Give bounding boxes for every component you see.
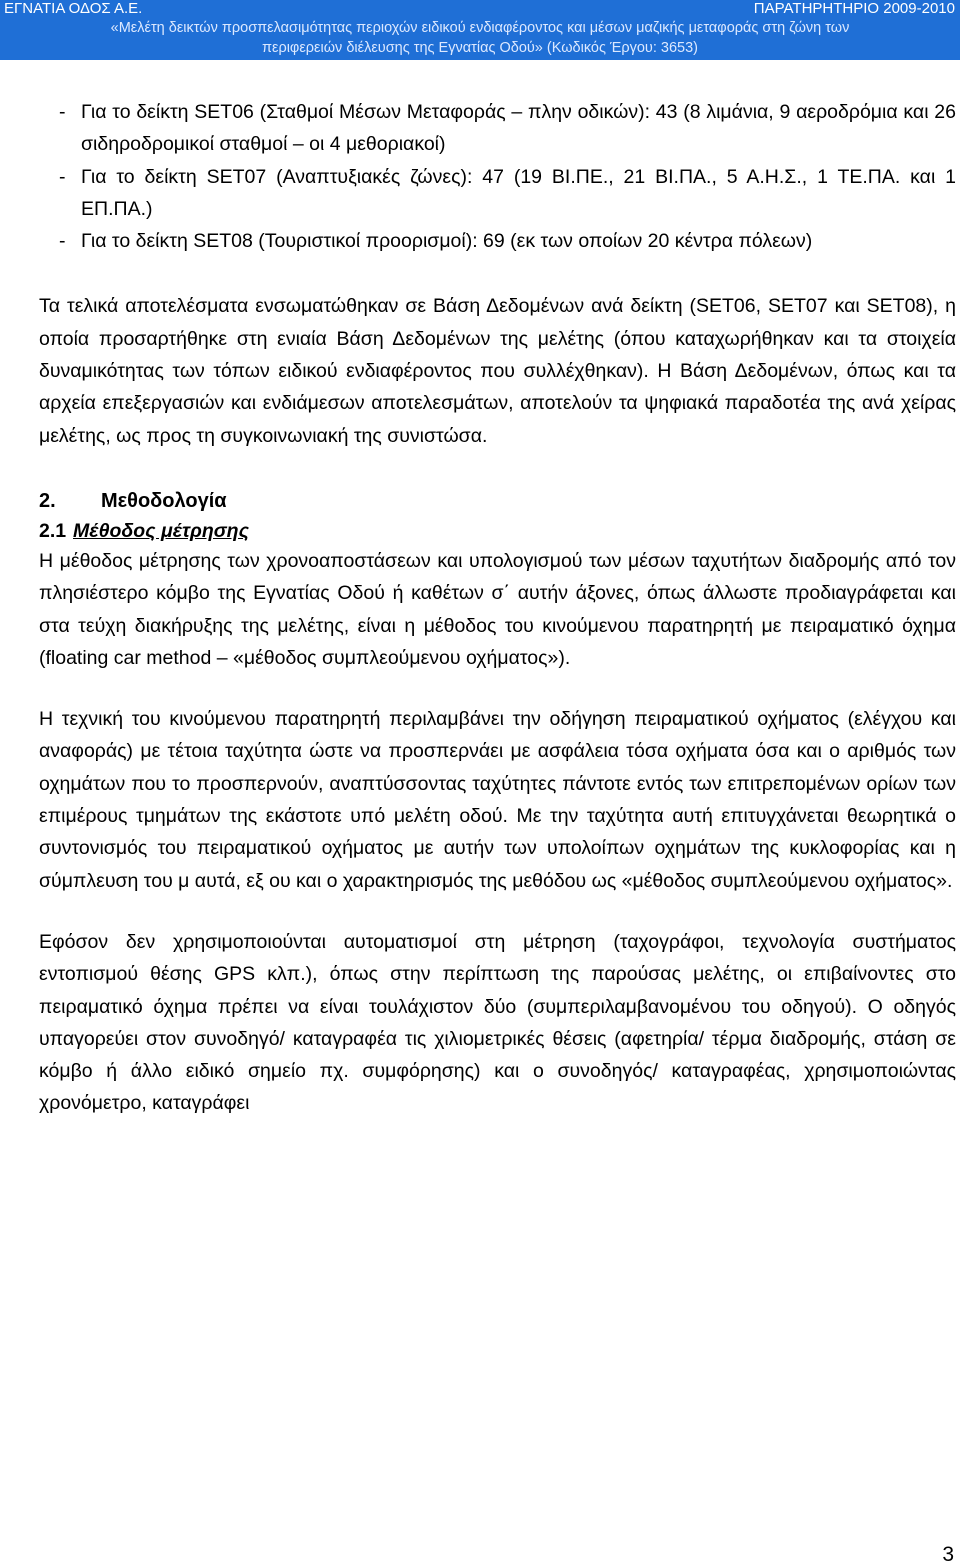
bullet-dash: - bbox=[59, 165, 66, 188]
header-subtitle-line2: περιφερειών διέλευσης της Εγνατίας Οδού» (Κωδικός Έργου: 3653) bbox=[261, 40, 698, 56]
page-header bbox=[0, 0, 960, 60]
bullet-text: Για το δείκτη SET06 (Σταθμοί Μέσων Μεταφοράς – πλην οδικών): 43 (8 λιμάνια, 9 αεροδρόμια και 26 σιδηροδρομικοί σταθμοί – οι 4 μεθοριακοί) bbox=[81, 101, 956, 156]
subsection-heading bbox=[39, 517, 956, 545]
paragraph-method: Η μέθοδος μέτρησης των χρονοαποστάσεων και υπολογισμού των μέσων ταχυτήτων διαδρομής από τον πλησιέστερο κόμβο της Εγνατίας Οδού ή καθέτων σ΄ αυτήν άξονες, όπως άλλωστε προδιαγράφεται και στα τεύχη διακήρυξης της μελέτης, είναι η μέθοδος του κινούμενου παρατηρητή με πειραματικό όχημα (floating car method – «μέθοδος συμπλεούμενου οχήματος»). bbox=[39, 549, 956, 669]
bullet-text: Για το δείκτη SET08 (Τουριστικοί προορισμοί): 69 (εκ των οποίων 20 κέντρα πόλεων) bbox=[81, 230, 813, 253]
paragraph-technique: Η τεχνική του κινούμενου παρατηρητή περιλαμβάνει την οδήγηση πειραματικού οχήματος (ελέγχου και αναφοράς) με τέτοια ταχύτητα ώστε να προσπερνάει με ασφάλεια τόσα οχήματα όσα και ο αριθμός των οχημάτων που το προσπερνούν, αναπτύσσοντας ταχύτητες πάντοτε εντός των επιτρεπομένων ορίων των επιμέρους τμημάτων της εκάστοτε υπό μελέτη οδού. Με την ταχύτητα αυτή επιτυγχάνεται θεωρητικά ο συντονισμός του πειραματικού οχήματος με αυτήν των υπολοίπων οχημάτων της κυκλοφορίας και η σύμπλευση του μ αυτά, εξ ου και ο χαρακτηρισμός της μεθόδου ως «μέθοδος συμπλεούμενου οχήματος». bbox=[39, 708, 956, 892]
header-organization: ΕΓΝΑΤΙΑ ΟΔΟΣ Α.Ε. bbox=[4, 0, 143, 17]
section-title: Μεθοδολογία bbox=[101, 489, 227, 512]
document-body bbox=[39, 96, 956, 1120]
list-item bbox=[39, 96, 956, 161]
section-heading bbox=[39, 485, 956, 517]
section-number: 2. bbox=[39, 489, 56, 512]
bullet-dash: - bbox=[59, 230, 66, 253]
header-subtitle-line1: «Μελέτη δεικτών προσπελασιμότητας περιοχών ειδικού ενδιαφέροντος και μέσων μαζικής μεταφοράς στη ζώνη των bbox=[110, 20, 850, 36]
header-deliverable: ΠΑΡΑΤΗΡΗΤΗΡΙΟ 2009-2010 bbox=[753, 0, 955, 17]
bullet-text: Για το δείκτη SET07 (Αναπτυξιακές ζώνες): 47 (19 ΒΙ.ΠΕ., 21 ΒΙ.ΠΑ., 5 Α.Η.Σ., 1 ΤΕ.ΠΑ. και 1 ΕΠ.ΠΑ.) bbox=[81, 165, 956, 220]
list-item bbox=[39, 225, 956, 257]
subsection-title: Μέθοδος μέτρησης bbox=[73, 519, 249, 542]
bullet-dash: - bbox=[59, 101, 66, 123]
intro-paragraph: Τα τελικά αποτελέσματα ενσωματώθηκαν σε Βάση Δεδομένων ανά δείκτη (SET06, SET07 και SET08), η οποία προσαρτήθηκε στη ενιαία Βάση Δεδομένων της μελέτης (όπου καταχωρήθηκαν και τα στοιχεία δυναμικότητας των τόπων ειδικού ενδιαφέροντος που συλλέχθηκαν). Η Βάση Δεδομένων, όπως και τα αρχεία επεξεργασιών και ενδιάμεσων αποτελεσμάτων, αποτελούν τα ψηφιακά παραδοτέα της ανά χείρας μελέτης, ως προς τη συγκοινωνιακή της συνιστώσα. bbox=[39, 295, 956, 447]
subsection-number: 2.1 bbox=[39, 519, 67, 542]
page-number: 3 bbox=[942, 1543, 954, 1566]
paragraph-procedure: Εφόσον δεν χρησιμοποιούνται αυτοματισμοί στη μέτρηση (ταχογράφοι, τεχνολογία συστήματος εντοπισμού θέσης GPS κλπ.), όπως στην περίπτωση της παρούσας μελέτης, οι επιβαίνοντες στο πειραματικό όχημα πρέπει να είναι τουλάχιστον δύο (συμπεριλαμβανομένου του οδηγού). Ο οδηγός υπαγορεύει στον συνοδηγό/ καταγραφέα τις χιλιομετρικές θέσεις (αφετηρία/ τέρμα διαδρομής, στάση σε κόμβο ή άλλο ειδικό σημείο πχ. συμφόρησης) και ο συνοδηγός/ καταγραφέας, χρησιμοποιώντας χρονόμετρο, καταγράφει bbox=[39, 930, 956, 1115]
list-item bbox=[39, 161, 956, 226]
